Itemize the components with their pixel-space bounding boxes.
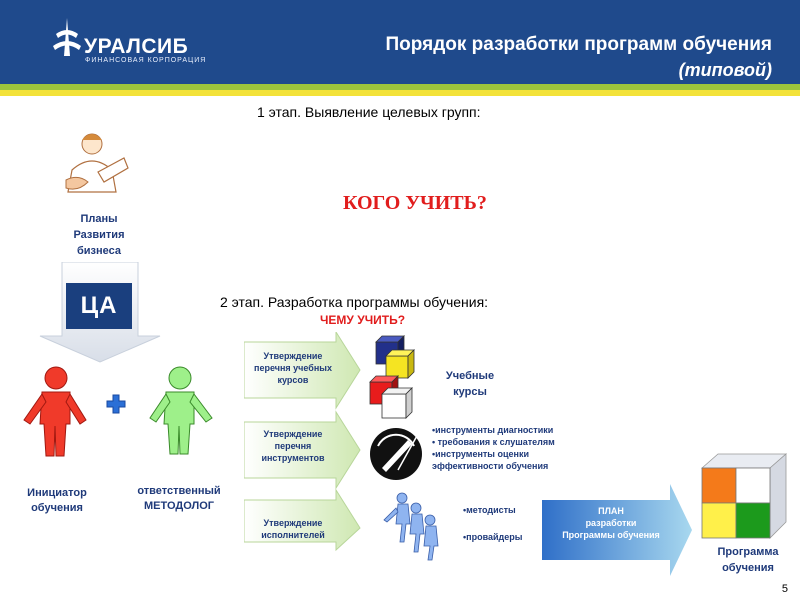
performers-group-icon xyxy=(380,490,452,562)
courses-label: Учебные курсы xyxy=(445,370,495,398)
gauge-icon xyxy=(368,424,428,482)
stage2-question: ЧЕМУ УЧИТЬ? xyxy=(320,313,406,327)
page-number: 5 xyxy=(781,583,788,595)
program-cube-icon xyxy=(698,452,790,542)
providers-item: •провайдеры xyxy=(463,532,523,542)
tools-list: •инструменты диагностики • требования к слушателям •инструменты оценки эффективности обучения xyxy=(432,425,555,471)
initiator-label: Инициатор обучения xyxy=(27,487,87,514)
header-stripe-yellow xyxy=(0,90,800,96)
plans-label: Планы Развития бизнеса xyxy=(73,213,125,257)
courses-cubes-icon xyxy=(364,334,428,422)
business-planner-icon xyxy=(58,122,132,202)
stage1-title: 1 этап. Выявление целевых групп: xyxy=(257,104,481,120)
logo-icon xyxy=(50,16,84,62)
methodologist-figure-icon xyxy=(146,364,216,458)
chevron-tools: Утверждение перечня инструментов xyxy=(261,429,325,463)
stage1-question: КОГО УЧИТЬ? xyxy=(343,192,487,214)
chevron-courses: Утверждение перечня учебных курсов xyxy=(254,351,332,385)
chevron-performers: Утверждение исполнителей xyxy=(261,518,325,540)
target-audience-box: ЦА xyxy=(66,283,132,329)
methodists-item: •методисты xyxy=(463,505,516,515)
plus-icon xyxy=(106,394,126,414)
initiator-figure-icon xyxy=(20,364,90,458)
program-label: Программа обучения xyxy=(717,546,779,574)
page-title: Порядок разработки программ обучения xyxy=(385,34,772,55)
logo-name: УРАЛСИБ xyxy=(84,35,189,58)
stage2-title: 2 этап. Разработка программы обучения: xyxy=(220,294,489,310)
logo-subtitle: ФИНАНСОВАЯ КОРПОРАЦИЯ xyxy=(85,57,207,64)
methodologist-label: ответственный МЕТОДОЛОГ xyxy=(137,485,221,512)
plan-label: ПЛАН разработки Программы обучения xyxy=(562,506,660,540)
page-subtitle: (типовой) xyxy=(678,60,772,80)
